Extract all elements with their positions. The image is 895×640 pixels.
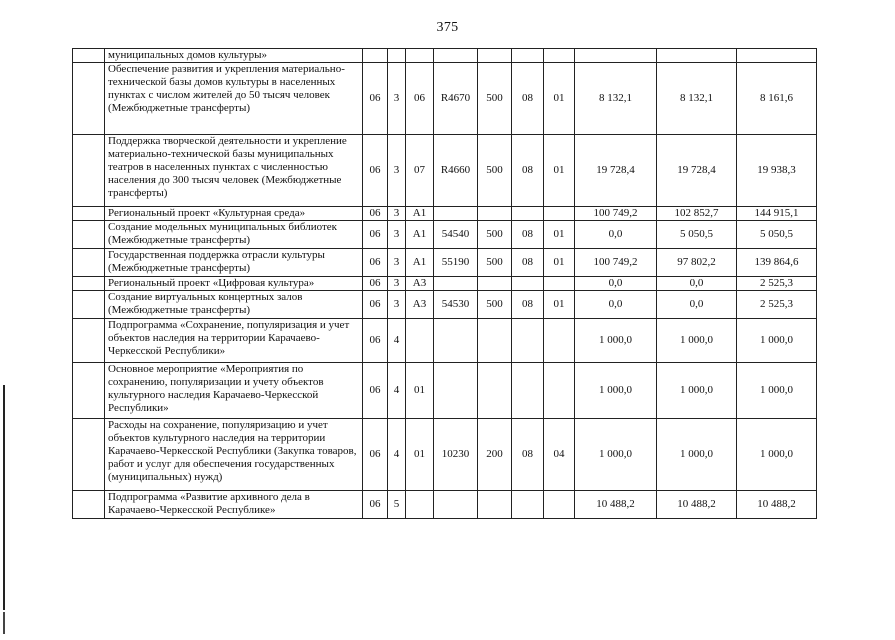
amount-year-1: 10 488,2: [575, 491, 657, 519]
scan-edge-mark: [3, 385, 5, 610]
row-number-cell: [73, 249, 105, 277]
budget-code-4: 54540: [434, 221, 478, 249]
expense-type-code: [478, 491, 512, 519]
subsection-code: 01: [544, 249, 575, 277]
budget-code-1: 06: [363, 419, 388, 491]
amount-year-1: 8 132,1: [575, 63, 657, 135]
budget-code-3: A3: [406, 277, 434, 291]
subsection-code: [544, 363, 575, 419]
amount-year-1: 1 000,0: [575, 419, 657, 491]
row-description: Региональный проект «Культурная среда»: [105, 207, 363, 221]
section-code: 08: [512, 135, 544, 207]
budget-code-3: [406, 491, 434, 519]
row-description: Создание виртуальных концертных залов (Межбюджетные трансферты): [105, 291, 363, 319]
expense-type-code: 500: [478, 291, 512, 319]
budget-code-2: 3: [388, 207, 406, 221]
subsection-code: [544, 319, 575, 363]
amount-year-1: 100 749,2: [575, 249, 657, 277]
amount-year-1: 0,0: [575, 221, 657, 249]
budget-code-3: A1: [406, 221, 434, 249]
amount-year-2: 1 000,0: [657, 319, 737, 363]
scan-edge-mark: [3, 612, 5, 634]
budget-code-4: R4660: [434, 135, 478, 207]
section-code: [512, 207, 544, 221]
amount-year-3: [737, 49, 817, 63]
budget-code-3: A3: [406, 291, 434, 319]
amount-year-3: 1 000,0: [737, 319, 817, 363]
amount-year-1: 19 728,4: [575, 135, 657, 207]
budget-code-3: [406, 49, 434, 63]
amount-year-1: 100 749,2: [575, 207, 657, 221]
subsection-code: [544, 277, 575, 291]
section-code: [512, 491, 544, 519]
amount-year-2: 5 050,5: [657, 221, 737, 249]
amount-year-2: 19 728,4: [657, 135, 737, 207]
table-row: [73, 207, 817, 221]
section-code: [512, 319, 544, 363]
section-code: [512, 363, 544, 419]
expense-type-code: 500: [478, 135, 512, 207]
table-row: [73, 319, 817, 363]
budget-code-4: [434, 491, 478, 519]
budget-code-2: 4: [388, 319, 406, 363]
budget-code-3: 01: [406, 419, 434, 491]
amount-year-3: 8 161,6: [737, 63, 817, 135]
table-row: [73, 419, 817, 491]
budget-code-1: 06: [363, 249, 388, 277]
amount-year-1: 1 000,0: [575, 319, 657, 363]
expense-type-code: 500: [478, 63, 512, 135]
budget-code-2: 3: [388, 135, 406, 207]
amount-year-2: 1 000,0: [657, 419, 737, 491]
amount-year-1: 1 000,0: [575, 363, 657, 419]
table-row: [73, 63, 817, 135]
row-number-cell: [73, 319, 105, 363]
amount-year-1: 0,0: [575, 277, 657, 291]
expense-type-code: [478, 363, 512, 419]
budget-code-1: 06: [363, 221, 388, 249]
row-number-cell: [73, 135, 105, 207]
row-description: Расходы на сохранение, популяризацию и учет объектов культурного наследия на территории Карачаево-Черкесской Республики (Закупка товаров, работ и услуг для обеспечения государственных (муниципальных) нужд): [105, 419, 363, 491]
row-number-cell: [73, 221, 105, 249]
section-code: 08: [512, 419, 544, 491]
row-description: Создание модельных муниципальных библиотек (Межбюджетные трансферты): [105, 221, 363, 249]
budget-code-4: [434, 49, 478, 63]
amount-year-3: 19 938,3: [737, 135, 817, 207]
table-row: [73, 491, 817, 519]
budget-code-1: 06: [363, 277, 388, 291]
amount-year-2: 1 000,0: [657, 363, 737, 419]
budget-code-4: 10230: [434, 419, 478, 491]
amount-year-3: 1 000,0: [737, 419, 817, 491]
amount-year-1: 0,0: [575, 291, 657, 319]
expense-type-code: [478, 319, 512, 363]
budget-code-3: 01: [406, 363, 434, 419]
subsection-code: 01: [544, 291, 575, 319]
row-description: Подпрограмма «Сохранение, популяризация и учет объектов наследия на территории Карачаево-Черкесской Республики»: [105, 319, 363, 363]
amount-year-2: 0,0: [657, 277, 737, 291]
budget-code-3: A1: [406, 249, 434, 277]
budget-code-2: 3: [388, 63, 406, 135]
subsection-code: [544, 207, 575, 221]
row-description: Поддержка творческой деятельности и укрепление материально-технической базы муниципальных театров в населенных пунктах с численностью населения до 300 тысяч человек (Межбюджетные трансферты): [105, 135, 363, 207]
amount-year-3: 1 000,0: [737, 363, 817, 419]
row-number-cell: [73, 207, 105, 221]
expense-type-code: [478, 277, 512, 291]
expense-type-code: [478, 49, 512, 63]
row-number-cell: [73, 491, 105, 519]
table-row: [73, 277, 817, 291]
budget-code-4: R4670: [434, 63, 478, 135]
budget-code-2: 3: [388, 291, 406, 319]
row-number-cell: [73, 363, 105, 419]
amount-year-2: 8 132,1: [657, 63, 737, 135]
table-row: [73, 221, 817, 249]
section-code: 08: [512, 249, 544, 277]
amount-year-3: 139 864,6: [737, 249, 817, 277]
expense-type-code: 200: [478, 419, 512, 491]
row-number-cell: [73, 291, 105, 319]
subsection-code: [544, 491, 575, 519]
budget-code-2: 3: [388, 249, 406, 277]
amount-year-3: 2 525,3: [737, 277, 817, 291]
expense-type-code: 500: [478, 249, 512, 277]
budget-code-4: 54530: [434, 291, 478, 319]
row-number-cell: [73, 63, 105, 135]
budget-code-4: [434, 363, 478, 419]
amount-year-2: [657, 49, 737, 63]
amount-year-2: 97 802,2: [657, 249, 737, 277]
expense-type-code: [478, 207, 512, 221]
budget-table: [72, 48, 817, 519]
amount-year-3: 2 525,3: [737, 291, 817, 319]
subsection-code: 01: [544, 135, 575, 207]
row-number-cell: [73, 419, 105, 491]
row-description: Региональный проект «Цифровая культура»: [105, 277, 363, 291]
section-code: 08: [512, 63, 544, 135]
subsection-code: 01: [544, 221, 575, 249]
table-row: [73, 291, 817, 319]
section-code: [512, 49, 544, 63]
amount-year-1: [575, 49, 657, 63]
expense-type-code: 500: [478, 221, 512, 249]
budget-code-1: 06: [363, 291, 388, 319]
budget-code-2: 3: [388, 277, 406, 291]
page-number: 375: [436, 20, 459, 35]
budget-code-1: 06: [363, 363, 388, 419]
budget-code-3: 06: [406, 63, 434, 135]
budget-code-3: 07: [406, 135, 434, 207]
budget-code-4: [434, 207, 478, 221]
budget-code-1: [363, 49, 388, 63]
budget-code-1: 06: [363, 319, 388, 363]
budget-code-3: A1: [406, 207, 434, 221]
section-code: [512, 277, 544, 291]
budget-code-2: 3: [388, 221, 406, 249]
amount-year-2: 102 852,7: [657, 207, 737, 221]
subsection-code: 04: [544, 419, 575, 491]
subsection-code: [544, 49, 575, 63]
budget-code-4: [434, 277, 478, 291]
table-row: [73, 49, 817, 63]
amount-year-3: 144 915,1: [737, 207, 817, 221]
table-row: [73, 249, 817, 277]
row-description: Государственная поддержка отрасли культуры (Межбюджетные трансферты): [105, 249, 363, 277]
row-description: Основное мероприятие «Мероприятия по сохранению, популяризации и учету объектов культурного наследия Карачаево-Черкесской Республики»: [105, 363, 363, 419]
section-code: 08: [512, 291, 544, 319]
row-number-cell: [73, 277, 105, 291]
amount-year-3: 10 488,2: [737, 491, 817, 519]
row-description: Обеспечение развития и укрепления материально-технической базы домов культуры в населенных пунктах с числом жителей до 50 тысяч человек (Межбюджетные трансферты): [105, 63, 363, 135]
row-description: Подпрограмма «Развитие архивного дела в Карачаево-Черкесской Республике»: [105, 491, 363, 519]
budget-code-2: 4: [388, 363, 406, 419]
amount-year-2: 0,0: [657, 291, 737, 319]
subsection-code: 01: [544, 63, 575, 135]
budget-code-4: [434, 319, 478, 363]
budget-code-1: 06: [363, 491, 388, 519]
budget-code-2: 5: [388, 491, 406, 519]
table-row: [73, 363, 817, 419]
budget-code-1: 06: [363, 63, 388, 135]
amount-year-3: 5 050,5: [737, 221, 817, 249]
row-description: муниципальных домов культуры»: [105, 49, 363, 63]
budget-code-4: 55190: [434, 249, 478, 277]
budget-code-2: 4: [388, 419, 406, 491]
budget-code-1: 06: [363, 207, 388, 221]
budget-code-1: 06: [363, 135, 388, 207]
row-number-cell: [73, 49, 105, 63]
amount-year-2: 10 488,2: [657, 491, 737, 519]
section-code: 08: [512, 221, 544, 249]
budget-code-3: [406, 319, 434, 363]
budget-code-2: [388, 49, 406, 63]
table-row: [73, 135, 817, 207]
